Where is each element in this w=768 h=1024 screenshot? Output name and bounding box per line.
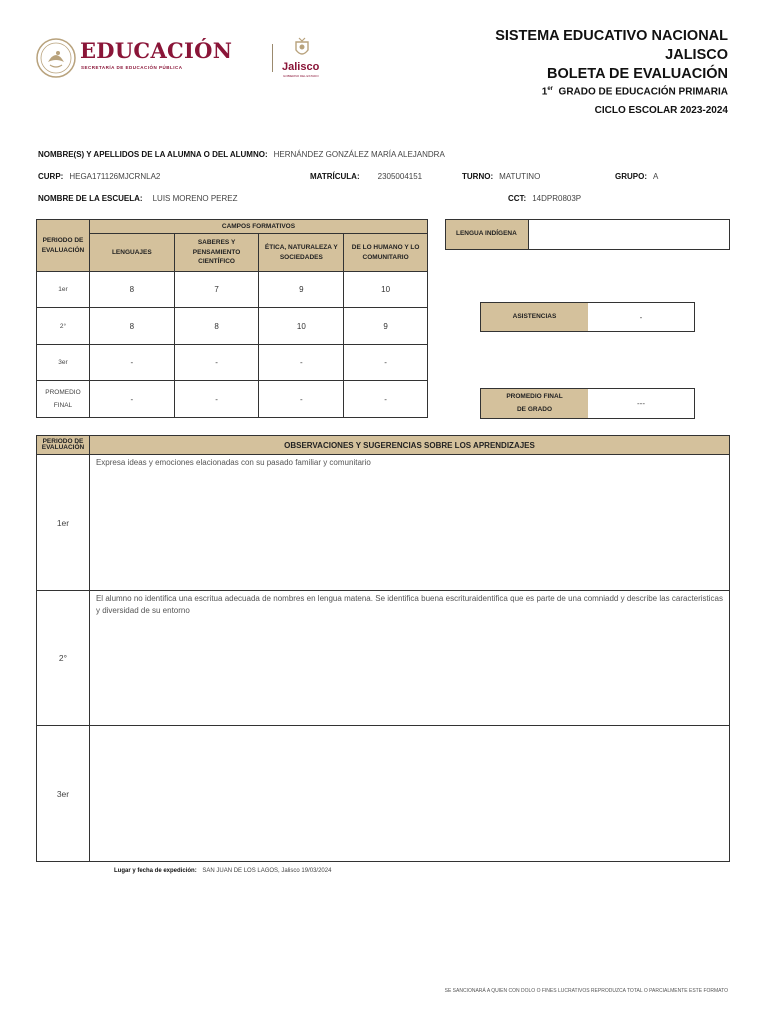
header-cycle: CICLO ESCOLAR 2023-2024 (594, 105, 728, 116)
matricula-label: MATRÍCULA: (310, 172, 360, 181)
grade-cell: 8 (89, 308, 174, 345)
jalisco-wordmark: Jalisco (282, 61, 320, 73)
grades-period: 3er (37, 345, 90, 381)
observations-table (36, 435, 730, 862)
grade-cell: - (259, 345, 344, 381)
turno-value: MATUTINO (499, 172, 541, 181)
observation-row (37, 455, 730, 591)
mexico-coat-of-arms-icon (36, 38, 76, 78)
observations-period-header: PERIODO DE EVALUACIÓN (37, 436, 90, 455)
column-header: DE LO HUMANO Y LO COMUNITARIO (344, 234, 428, 272)
promedio-final-box (480, 388, 695, 419)
grade-cell: - (89, 381, 174, 418)
observation-row (37, 591, 730, 726)
grade-cell: 10 (344, 272, 428, 308)
column-header: ÉTICA, NATURALEZA Y SOCIEDADES (259, 234, 344, 272)
observation-text: Expresa ideas y emociones elacionadas con su pasado familiar y comunitario (89, 455, 729, 591)
grade-text: GRADO DE EDUCACIÓN PRIMARIA (558, 86, 728, 98)
grade-cell: - (174, 345, 259, 381)
logo-divider (272, 44, 273, 72)
issue-value: SAN JUAN DE LOS LAGOS, Jalisco 19/03/2024 (202, 868, 332, 874)
grades-row (37, 345, 428, 381)
observation-text: El alumno no identifica una escritua adecuada de nombres en lengua matena. Se identifica buena escrituraidentifica que es parte de una comniadd y describe las caracteristicas y diversidad de su entorno (89, 591, 729, 726)
logo-subtitle: SECRETARÍA DE EDUCACIÓN PÚBLICA (81, 65, 183, 70)
header-system: SISTEMA EDUCATIVO NACIONAL (495, 28, 728, 44)
grades-period-header: PERIODO DE EVALUACIÓN (37, 220, 90, 272)
grade-cell: 10 (259, 308, 344, 345)
grade-cell: - (89, 345, 174, 381)
school-label: NOMBRE DE LA ESCUELA: (38, 194, 143, 203)
sep-logo (36, 36, 320, 80)
matricula-row (310, 172, 422, 181)
asistencias-value: - (639, 312, 643, 322)
cct-row (508, 194, 581, 203)
grade-cell: 8 (174, 308, 259, 345)
asistencias-label: ASISTENCIAS (481, 303, 588, 331)
grades-row (37, 272, 428, 308)
observation-period: 3er (37, 726, 90, 862)
curp-value: HEGA171126MJCRNLA2 (69, 172, 161, 181)
header-grade (542, 86, 728, 97)
grades-period: PROMEDIO FINAL (37, 381, 90, 418)
curp-label: CURP: (38, 172, 64, 181)
column-header: LENGUAJES (89, 234, 174, 272)
promedio-final-value: --- (637, 399, 645, 408)
header-title: BOLETA DE EVALUACIÓN (547, 66, 728, 82)
school-row (38, 194, 238, 203)
issue-place-date (114, 868, 331, 874)
lengua-indigena-box (445, 219, 730, 250)
student-name-row (38, 150, 445, 159)
grade-cell: 7 (174, 272, 259, 308)
observations-title: OBSERVACIONES Y SUGERENCIAS SOBRE LOS APRENDIZAJES (89, 436, 729, 455)
header-state: JALISCO (665, 47, 728, 63)
footer-notice: SE SANCIONARÁ A QUIEN CON DOLO O FINES LUCRATIVOS REPRODUZCA TOTAL O PARCIALMENTE ESTE FORMATO (444, 988, 728, 994)
promedio-final-label: PROMEDIO FINAL DE GRADO (481, 389, 588, 418)
grade-number: 1 (541, 86, 548, 98)
cct-label: CCT: (508, 194, 527, 203)
turno-row (462, 172, 540, 181)
grade-cell: - (344, 345, 428, 381)
lengua-indigena-label: LENGUA INDÍGENA (446, 220, 528, 249)
observation-period: 1er (37, 455, 90, 591)
grades-period: 2° (37, 308, 90, 345)
cct-value: 14DPR0803P (532, 194, 582, 203)
school-value: LUIS MORENO PEREZ (152, 194, 238, 203)
turno-label: TURNO: (462, 172, 494, 181)
observation-text (89, 726, 729, 862)
lengua-indigena-value (528, 220, 729, 249)
curp-row (38, 172, 160, 181)
grades-row (37, 308, 428, 345)
grade-cell: 8 (89, 272, 174, 308)
issue-label: Lugar y fecha de expedición: (114, 868, 197, 874)
grade-cell: 9 (259, 272, 344, 308)
grupo-value: A (653, 172, 659, 181)
grade-ordinal: er (547, 86, 553, 92)
student-name-label: NOMBRE(S) Y APELLIDOS DE LA ALUMNA O DEL ALUMNO: (38, 150, 268, 159)
jalisco-crest-icon (290, 36, 314, 60)
grades-group-header: CAMPOS FORMATIVOS (89, 220, 427, 234)
asistencias-box (480, 302, 695, 332)
grades-period: 1er (37, 272, 90, 308)
logo-wordmark: EDUCACIÓN (80, 38, 233, 63)
grupo-label: GRUPO: (615, 172, 647, 181)
grupo-row (615, 172, 658, 181)
grade-cell: - (344, 381, 428, 418)
column-header: SABERES Y PENSAMIENTO CIENTÍFICO (174, 234, 259, 272)
observation-period: 2° (37, 591, 90, 726)
grade-cell: - (174, 381, 259, 418)
matricula-value: 2305004151 (377, 172, 423, 181)
grade-cell: - (259, 381, 344, 418)
jalisco-subtitle: GOBIERNO DEL ESTADO (283, 74, 319, 78)
grades-table (36, 219, 428, 418)
grades-row (37, 381, 428, 418)
student-name: HERNÁNDEZ GONZÁLEZ MARÍA ALEJANDRA (273, 150, 445, 159)
grade-cell: 9 (344, 308, 428, 345)
observation-row (37, 726, 730, 862)
